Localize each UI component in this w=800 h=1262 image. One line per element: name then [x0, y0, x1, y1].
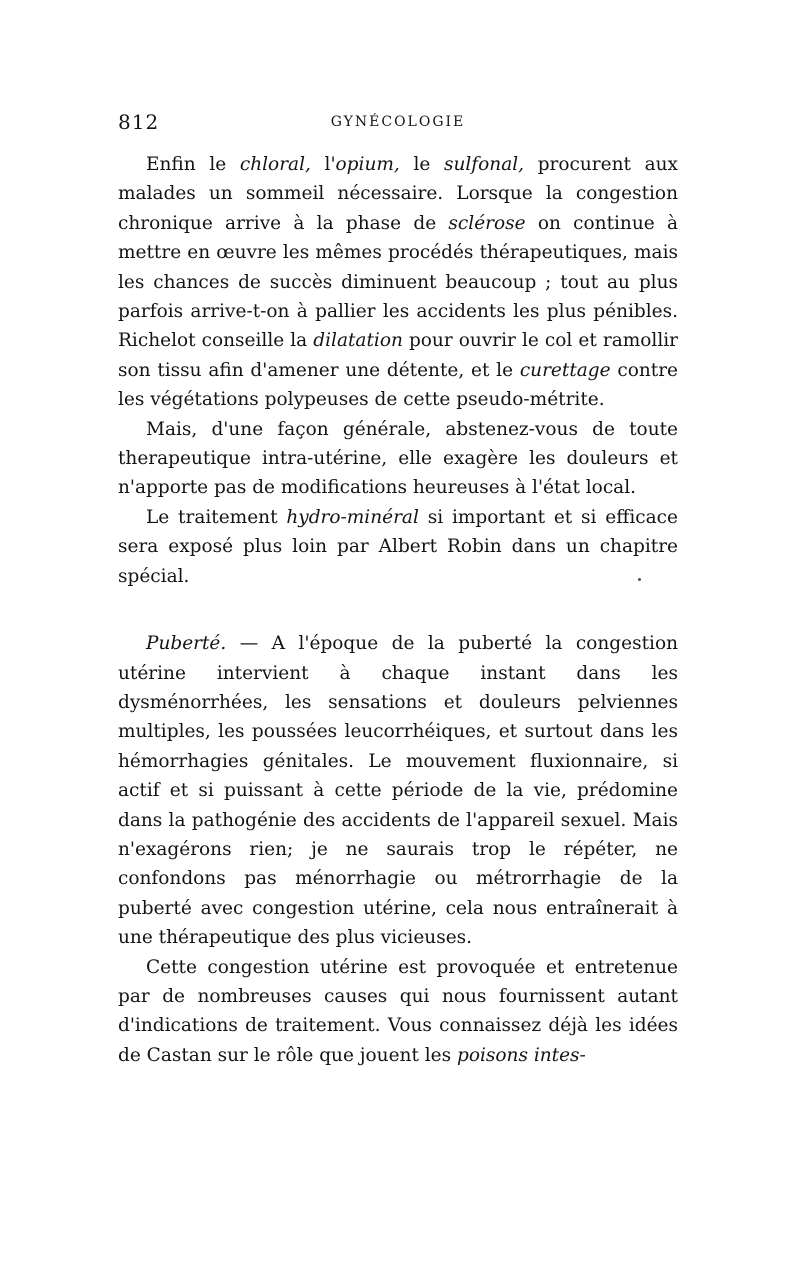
text-run: contre les végétations polypeuses de cette pseudo-métrite.	[118, 359, 678, 411]
page-number: 812	[118, 110, 160, 134]
paragraph-5	[118, 953, 678, 1071]
paragraph-1	[118, 150, 678, 415]
body-text	[118, 150, 678, 1070]
text-run: — A l'époque de la puberté la congestion utérine intervient à chaque instant dans les dysménorrhées, les sensations et douleurs pelviennes multiples, les poussées leucorrhéiques, et surtout dans les hémorrhagies génitales. Le mouvement fluxionnaire, si actif et si puissant à cette période de la vie, prédomine dans la pathogénie des accidents de l'appareil sexuel. Mais n'exagérons rien; je ne saurais trop le répéter, ne confondons pas ménorrhagie ou métrorrhagie de la puberté avec congestion utérine, cela nous entraînerait à une thérapeutique des plus vicieuses.	[118, 633, 678, 949]
text-run: Cette congestion utérine est provoquée et entretenue par de nombreuses causes qui nous fournissent autant d'indications de traitement. Vous connaissez déjà les idées de Castan sur le rôle que jouent les	[118, 956, 678, 1066]
text-run: procurent aux malades un sommeil nécessaire. Lorsque la congestion chronique arrive à la phase de	[118, 154, 678, 234]
running-title: GYNÉCOLOGIE	[330, 114, 466, 130]
italic-term: sclérose	[448, 212, 526, 234]
italic-term: sulfonal,	[443, 154, 525, 175]
italic-term: poisons intes-	[457, 1044, 586, 1066]
italic-term: dilatation	[313, 330, 403, 352]
italic-term: chloral,	[239, 154, 311, 175]
text-run: on continue à mettre en œuvre les mêmes procédés thérapeutiques, mais les chances de succès diminuent beaucoup ; tout au plus parfois arrive-t-on à pallier les accidents les plus pénibles. Richelot conseille la	[118, 212, 678, 352]
italic-term: curettage	[519, 359, 611, 381]
paragraph-4	[118, 629, 678, 952]
paragraph-2: Mais, d'une façon générale, abstenez-vous de toute therapeutique intra-utérine, elle exagère les douleurs et n'apporte pas de modifications heureuses à l'état local.	[118, 418, 678, 499]
paragraph-3	[118, 503, 678, 591]
text-run: le	[399, 154, 444, 175]
text-run: si important et si efficace sera exposé plus loin par Albert Robin dans un chapitre spécial.	[118, 506, 678, 587]
italic-term: opium,	[335, 154, 400, 175]
text-run: l'	[310, 154, 336, 175]
text-run: Enfin le	[146, 154, 240, 175]
section-heading: Puberté.	[146, 633, 227, 655]
text-run: Le traitement	[146, 506, 287, 528]
text-run: pour ouvrir le col et ramollir son tissu afin d'amener une détente, et le	[118, 330, 678, 381]
running-header	[118, 110, 678, 138]
book-page	[118, 0, 678, 1262]
italic-term: hydro-minéral	[286, 506, 419, 528]
print-speck	[638, 578, 641, 581]
